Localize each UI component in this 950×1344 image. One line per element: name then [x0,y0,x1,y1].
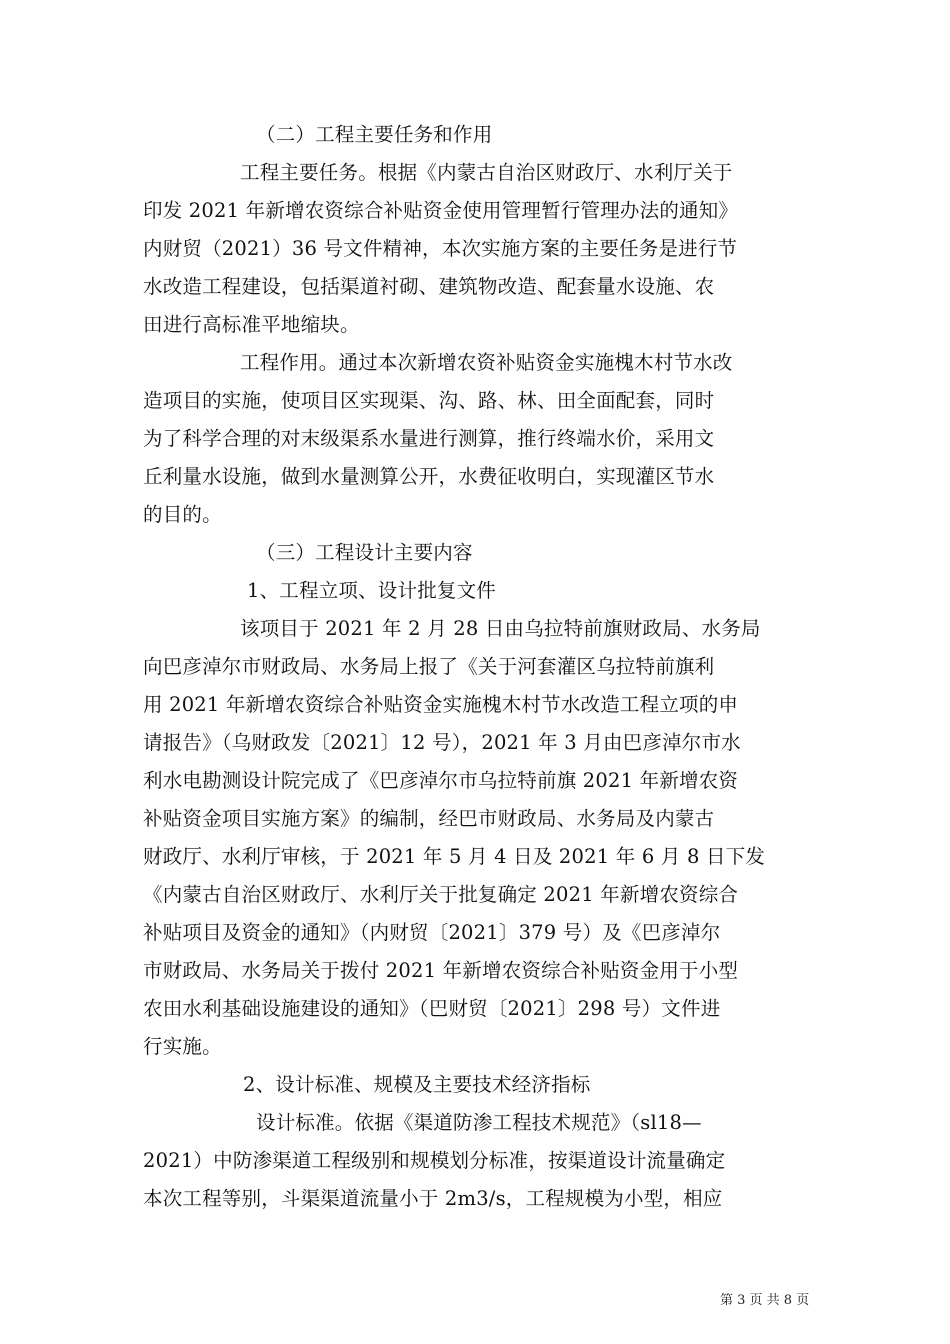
section-heading-2: （二）工程主要任务和作用 [256,123,493,146]
paragraph-line: 向巴彦淖尔市财政局、水务局上报了《关于河套灌区乌拉特前旗利 [143,655,715,678]
paragraph-line: 行实施。 [143,1035,222,1058]
page-number: 第 3 页 共 8 页 [720,1293,810,1308]
subsection-heading-2: 2、设计标准、规模及主要技术经济指标 [243,1073,591,1096]
paragraph-line: 工程主要任务。根据《内蒙古自治区财政厅、水利厅关于 [240,161,733,184]
paragraph-line: 用 2021 年新增农资综合补贴资金实施槐木村节水改造工程立项的申 [143,693,739,716]
paragraph-line: 利水电勘测设计院完成了《巴彦淖尔市乌拉特前旗 2021 年新增农资 [143,769,739,792]
paragraph-line: 田进行高标准平地缩块。 [143,313,360,336]
paragraph-line: 内财贸（2021）36 号文件精神，本次实施方案的主要任务是进行节 [143,237,738,260]
paragraph-line: 本次工程等别，斗渠渠道流量小于 2m3/s，工程规模为小型，相应 [143,1187,723,1210]
paragraph-line: 设计标准。依据《渠道防渗工程技术规范》（sl18— [256,1111,702,1134]
paragraph-line: 2021）中防渗渠道工程级别和规模划分标准，按渠道设计流量确定 [143,1149,726,1172]
paragraph-line: 丘利量水设施，做到水量测算公开，水费征收明白，实现灌区节水 [143,465,715,488]
paragraph-line: 补贴资金项目实施方案》的编制，经巴市财政局、水务局及内蒙古 [143,807,715,830]
paragraph-line: 为了科学合理的对末级渠系水量进行测算，推行终端水价，采用文 [143,427,715,450]
paragraph-line: 工程作用。通过本次新增农资补贴资金实施槐木村节水改 [240,351,733,374]
paragraph-line: 市财政局、水务局关于拨付 2021 年新增农资综合补贴资金用于小型 [143,959,739,982]
paragraph-line: 水改造工程建设，包括渠道衬砌、建筑物改造、配套量水设施、农 [143,275,715,298]
paragraph-line: 财政厅、水利厅审核，于 2021 年 5 月 4 日及 2021 年 6 月 8 日下发 [143,845,766,868]
paragraph-line: 造项目的实施，使项目区实现渠、沟、路、林、田全面配套，同时 [143,389,715,412]
paragraph-line: 《内蒙古自治区财政厅、水利厅关于批复确定 2021 年新增农资综合 [143,883,739,906]
subsection-heading-1: 1、工程立项、设计批复文件 [247,579,497,602]
paragraph-line: 补贴项目及资金的通知》（内财贸〔2021〕379 号）及《巴彦淖尔 [143,921,721,944]
section-heading-3: （三）工程设计主要内容 [256,541,473,564]
paragraph-line: 的目的。 [143,503,222,526]
paragraph-line: 印发 2021 年新增农资综合补贴资金使用管理暂行管理办法的通知》 [143,199,739,222]
paragraph-line: 请报告》（乌财政发〔2021〕12 号），2021 年 3 月由巴彦淖尔市水 [143,731,741,754]
paragraph-line: 该项目于 2021 年 2 月 28 日由乌拉特前旗财政局、水务局 [240,617,761,640]
paragraph-line: 农田水利基础设施建设的通知》（巴财贸〔2021〕298 号）文件进 [143,997,721,1020]
